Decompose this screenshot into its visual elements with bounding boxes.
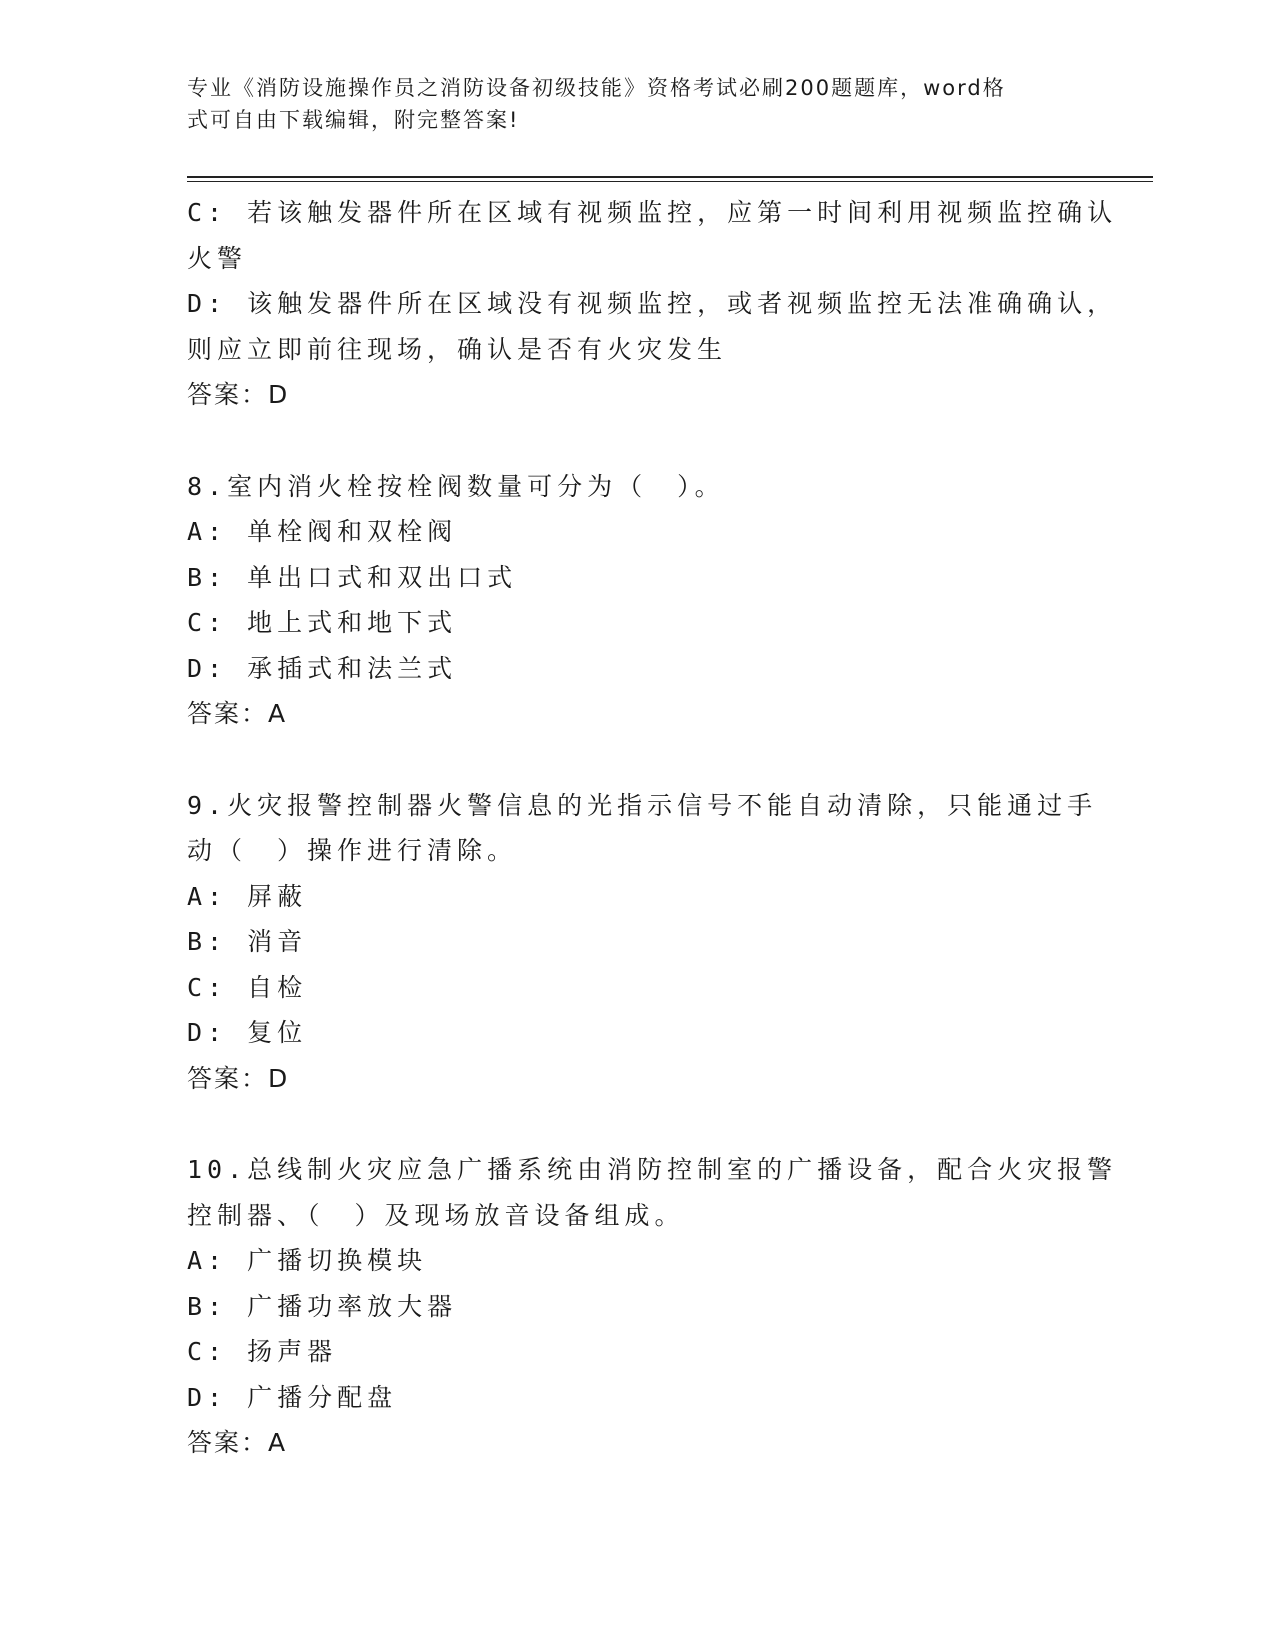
spacer [187, 1101, 1087, 1147]
option-d-line-2: 则应立即前往现场，确认是否有火灾发生 [187, 334, 728, 364]
option-b: B: 单出口式和双出口式 [187, 562, 518, 592]
answer: 答案：A [187, 1428, 288, 1457]
option-c: C: 地上式和地下式 [187, 608, 458, 637]
option-c-line-1: C: 若该触发器件所在区域有视频监控，应第一时间利用视频监控确认 [187, 198, 1118, 227]
question-content [187, 190, 1118, 1466]
header-line-2: 式可自由下载编辑，附完整答案! [187, 108, 520, 132]
document-header [187, 72, 1067, 136]
header-line-1: 专业《消防设施操作员之消防设备初级技能》资格考试必刷200题题库，word格 [187, 76, 1006, 100]
header-rule-thick [187, 176, 1153, 178]
option-d: D: 承插式和法兰式 [187, 653, 458, 683]
option-d: D: 复位 [187, 1018, 308, 1047]
option-c: C: 扬声器 [187, 1337, 338, 1366]
question-9 [187, 783, 1098, 1102]
option-a: A: 屏蔽 [187, 881, 308, 911]
question-stem: 10.总线制火灾应急广播系统由消防控制室的广播设备，配合火灾报警 [187, 1155, 1118, 1184]
answer: 答案：A [187, 699, 288, 728]
option-a: A: 广播切换模块 [187, 1246, 428, 1275]
option-a: A: 单栓阀和双栓阀 [187, 517, 458, 546]
header-rule-thin [187, 181, 1153, 182]
question-stem: 8.室内消火栓按栓阀数量可分为（ ）。 [187, 471, 725, 501]
option-d-line-1: D: 该触发器件所在区域没有视频监控，或者视频监控无法准确确认， [187, 289, 1118, 318]
answer-prev: 答案：D [187, 380, 290, 409]
question-stem: 9.火灾报警控制器火警信息的光指示信号不能自动清除，只能通过手 [187, 790, 1098, 820]
option-d: D: 广播分配盘 [187, 1382, 398, 1412]
option-b: B: 消音 [187, 927, 308, 956]
question-10 [187, 1147, 1118, 1466]
option-c-line-2: 火警 [187, 243, 248, 273]
spacer [187, 418, 1087, 464]
spacer [187, 737, 1087, 783]
option-c: C: 自检 [187, 972, 308, 1002]
question-stem-cont: 动（ ）操作进行清除。 [187, 836, 518, 865]
question-8 [187, 464, 1087, 737]
answer: 答案：D [187, 1063, 290, 1093]
option-b: B: 广播功率放大器 [187, 1291, 458, 1321]
question-stem-cont: 控制器、（ ）及现场放音设备组成。 [187, 1200, 685, 1230]
